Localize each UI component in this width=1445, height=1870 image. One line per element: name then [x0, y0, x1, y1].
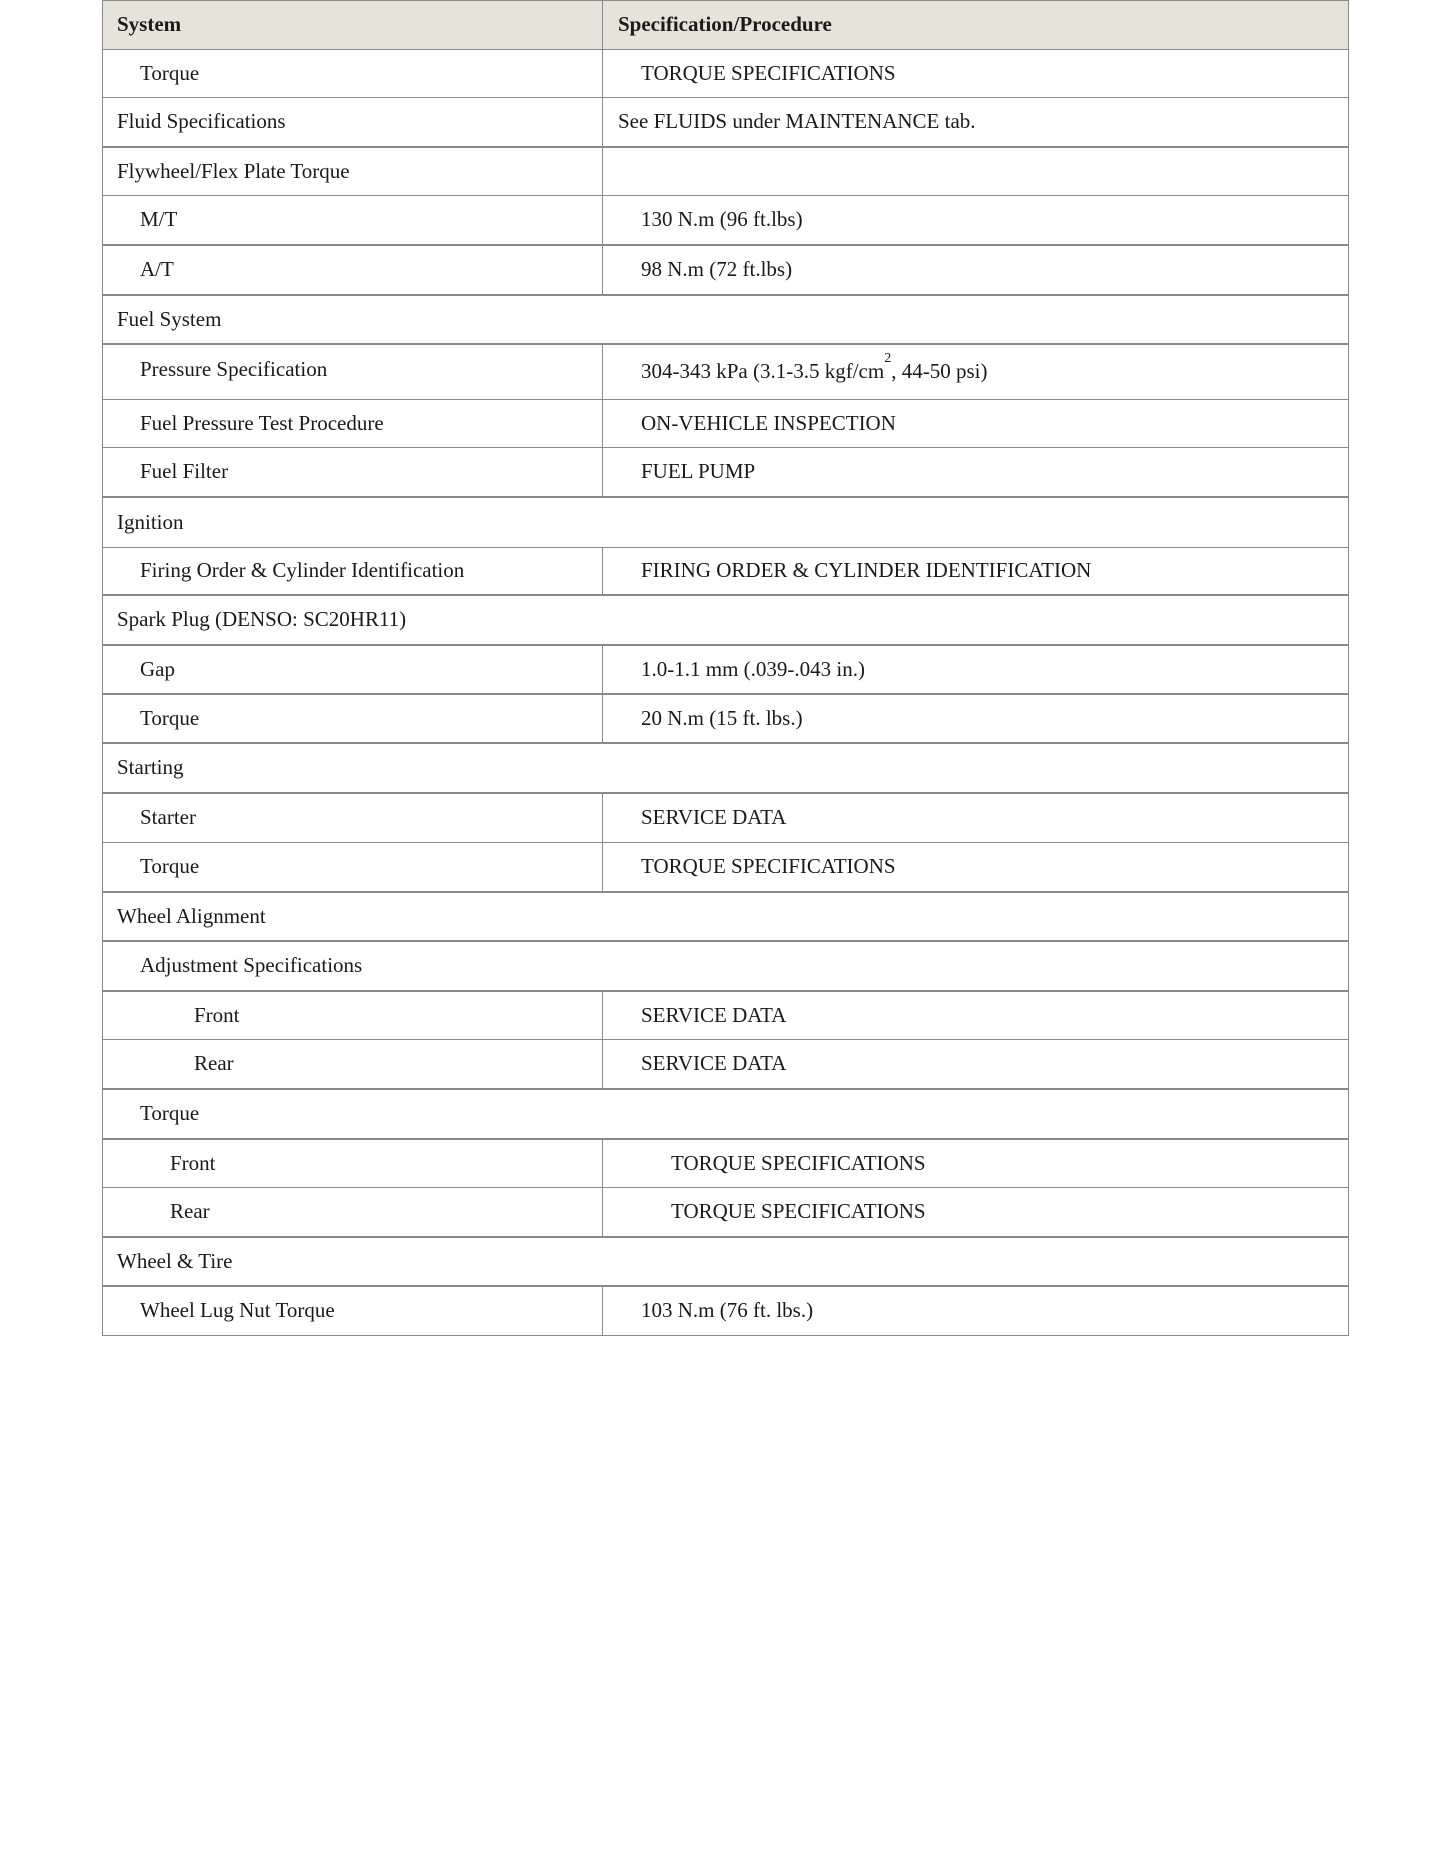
pressure-value-main: 304-343 kPa (3.1-3.5 kgf/cm	[641, 359, 885, 383]
row-label: Torque	[103, 843, 603, 891]
table-row	[102, 196, 1349, 246]
subsection-label: Torque	[140, 1101, 200, 1126]
row-value: 304-343 kPa (3.1-3.5 kgf/cm 2 , 44-50 psi)	[641, 351, 988, 383]
row-value: 20 N.m (15 ft. lbs.)	[641, 705, 803, 730]
section-row	[102, 296, 1349, 345]
row-value-link[interactable]: TORQUE SPECIFICATIONS	[671, 1150, 926, 1175]
row-value: See FLUIDS under MAINTENANCE tab.	[618, 109, 976, 134]
row-label: Gap	[103, 646, 603, 693]
row-value-link[interactable]: SERVICE DATA	[641, 1051, 787, 1076]
row-label: Fuel Filter	[103, 448, 603, 496]
subsection-row	[102, 1090, 1349, 1140]
section-row	[102, 1238, 1349, 1287]
column-header-system: System	[103, 1, 603, 49]
section-label: Wheel Alignment	[117, 903, 266, 928]
subsection-label: Adjustment Specifications	[140, 953, 363, 978]
section-row	[102, 596, 1349, 646]
row-value-link[interactable]: TORQUE SPECIFICATIONS	[641, 60, 896, 85]
row-label-cell	[103, 992, 603, 1039]
section-label: Fuel System	[117, 306, 222, 331]
section-row	[102, 148, 1349, 196]
section-label: Starting	[117, 755, 184, 780]
row-label-cell	[103, 1040, 603, 1088]
row-value-link[interactable]: SERVICE DATA	[641, 805, 787, 830]
row-value: 1.0-1.1 mm (.039-.043 in.)	[641, 656, 865, 681]
table-row	[102, 345, 1349, 400]
row-label: Torque	[103, 50, 603, 97]
table-row	[102, 1040, 1349, 1090]
table-row	[102, 548, 1349, 596]
row-value-link[interactable]: ON-VEHICLE INSPECTION	[641, 410, 896, 435]
section-label: Wheel & Tire	[117, 1248, 233, 1273]
table-row	[102, 1188, 1349, 1238]
subsection-row	[102, 942, 1349, 992]
table-row	[102, 246, 1349, 296]
table-row	[102, 50, 1349, 98]
row-label: Firing Order & Cylinder Identification	[103, 548, 603, 594]
row-label: Rear	[103, 1188, 603, 1236]
table-row	[102, 843, 1349, 893]
section-row	[102, 498, 1349, 548]
row-value: 103 N.m (76 ft. lbs.)	[641, 1298, 814, 1323]
row-label: Torque	[103, 695, 603, 742]
specifications-table	[102, 0, 1349, 1336]
row-value-link[interactable]: TORQUE SPECIFICATIONS	[641, 854, 896, 879]
row-label: Wheel Lug Nut Torque	[103, 1287, 603, 1335]
column-header-specification: Specification/Procedure	[618, 12, 832, 37]
section-label: Flywheel/Flex Plate Torque	[103, 148, 603, 195]
pressure-value-suffix: , 44-50 psi)	[891, 359, 988, 383]
table-row	[102, 695, 1349, 744]
row-value: 130 N.m (96 ft.lbs)	[641, 207, 803, 232]
section-label: Ignition	[117, 509, 184, 534]
table-row	[102, 400, 1349, 448]
row-value: 98 N.m (72 ft.lbs)	[641, 257, 793, 282]
table-row	[102, 1287, 1349, 1336]
row-label: M/T	[103, 196, 603, 244]
table-row	[102, 646, 1349, 695]
row-value-link[interactable]: TORQUE SPECIFICATIONS	[671, 1199, 926, 1224]
table-row	[102, 1140, 1349, 1188]
table-row	[102, 448, 1349, 498]
row-label: A/T	[103, 246, 603, 294]
row-value-link[interactable]: FIRING ORDER & CYLINDER IDENTIFICATION	[641, 558, 1092, 583]
table-row	[102, 794, 1349, 843]
row-label: Fuel Pressure Test Procedure	[103, 400, 603, 447]
section-label: Spark Plug (DENSO: SC20HR11)	[117, 607, 407, 632]
table-header-row	[102, 0, 1349, 50]
row-label: Front	[103, 1140, 603, 1187]
row-label: Starter	[103, 794, 603, 842]
table-row	[102, 98, 1349, 148]
row-label: Fluid Specifications	[103, 98, 603, 146]
empty-cell	[603, 148, 1348, 195]
row-value-link[interactable]: SERVICE DATA	[641, 1002, 787, 1027]
row-label: Rear	[194, 1051, 234, 1076]
row-label: Front	[194, 1002, 240, 1027]
section-row	[102, 893, 1349, 942]
row-value-link[interactable]: FUEL PUMP	[641, 459, 756, 484]
section-row	[102, 744, 1349, 794]
row-label: Pressure Specification	[103, 345, 603, 399]
table-row	[102, 992, 1349, 1040]
